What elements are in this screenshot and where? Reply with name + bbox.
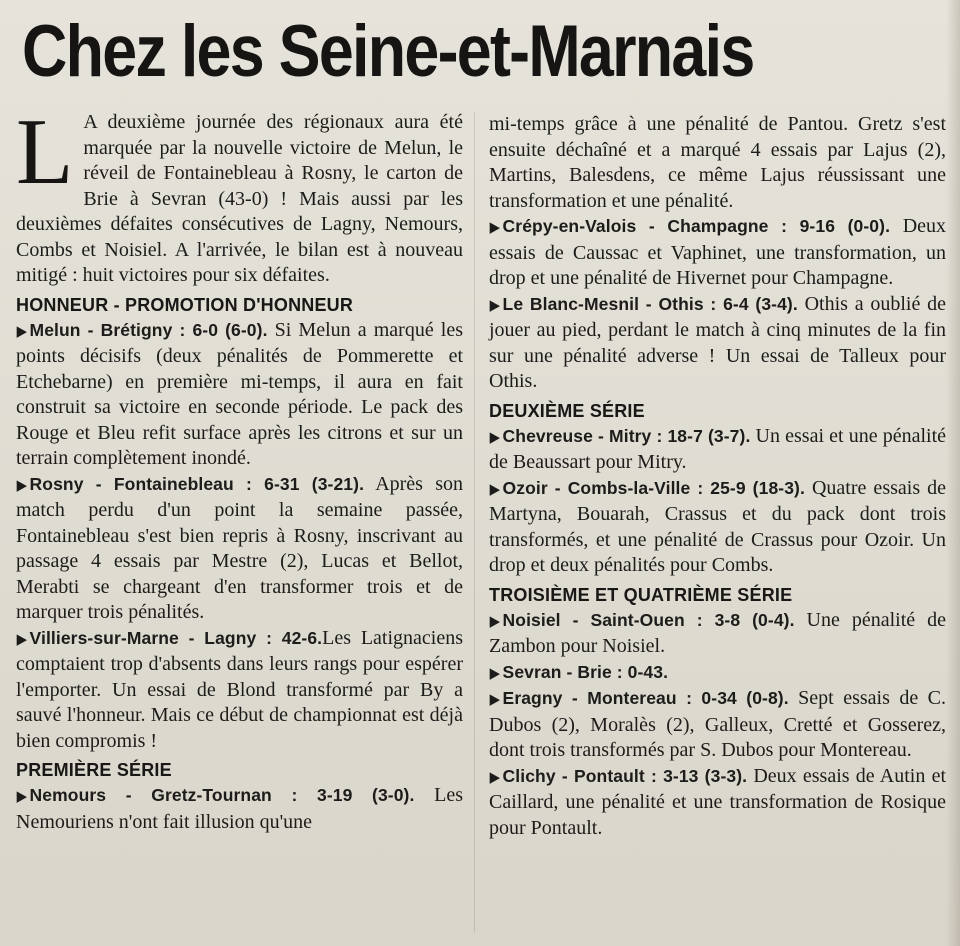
match-heading: Ozoir - Combs-la-Ville : 25-9 (18-3). bbox=[502, 477, 805, 498]
left-column bbox=[16, 100, 464, 835]
match-item bbox=[16, 783, 463, 835]
right-column bbox=[489, 112, 946, 841]
match-item bbox=[489, 476, 946, 579]
triangle-right-icon: ▶ bbox=[489, 218, 500, 236]
triangle-right-icon: ▶ bbox=[489, 611, 500, 630]
match-text: Sept essais de C. Dubos (2), Moralès (2), Galleux, Cretté et Gosserez, dont trois transformés par S. Dubos pour Montereau. bbox=[489, 687, 947, 761]
match-item bbox=[16, 626, 463, 755]
match-text: Deux essais de Caussac et Vaphinet, une transformation, un drop et une pénalité de Hivernet pour Champagne. bbox=[489, 215, 947, 289]
match-text: Après son match perdu d'un point la semaine passée, Fontainebleau s'est bien repris à Rosny, inscrivant au passage 4 essais par Mestre (2), Lucas et Bellot, Merabti se chargeant d'en transformer trois et de marquer trois pénalités. bbox=[16, 472, 463, 623]
match-heading: Sevran - Brie : 0-43. bbox=[502, 661, 669, 682]
match-heading: Noisiel - Saint-Ouen : 3-8 (0-4). bbox=[502, 609, 795, 630]
match-heading: Le Blanc-Mesnil - Othis : 6-4 (3-4). bbox=[502, 293, 798, 314]
triangle-right-icon: ▶ bbox=[489, 767, 500, 786]
dropcap: L bbox=[16, 100, 74, 204]
triangle-right-icon: ▶ bbox=[489, 663, 500, 682]
match-item bbox=[489, 660, 946, 687]
triangle-right-icon: ▶ bbox=[16, 321, 27, 340]
section-title: HONNEUR - PROMOTION D'HONNEUR bbox=[16, 294, 354, 315]
match-item bbox=[489, 292, 946, 395]
match-item bbox=[489, 764, 946, 842]
match-text: Les Latignaciens comptaient trop d'absents dans leurs rangs pour espérer l'emporter. Un essai de Blond transformé par By a sauvé l'honneur. Mais ce début de championnat est déjà bien compromis ! bbox=[16, 626, 464, 752]
page-edge bbox=[946, 0, 960, 946]
triangle-right-icon: ▶ bbox=[489, 295, 500, 314]
match-heading: Clichy - Pontault : 3-13 (3-3). bbox=[502, 765, 748, 786]
intro-text: A deuxième journée des régionaux aura été marquée par la nouvelle victoire de Melun, le réveil de Fontainebleau à Rosny, le carton de Brie à Sevran (43-0) ! Mais aussi par les deuxièmes défaites consécutives de Lagny, Nemours, Combs et Noisiel. A l'arrivée, le bilan est à nouveau mitigé : huit victoires pour six défaites. bbox=[16, 111, 463, 286]
section-title: TROISIÈME ET QUATRIÈME SÉRIE bbox=[489, 584, 793, 605]
triangle-right-icon: ▶ bbox=[489, 479, 500, 498]
match-heading: Eragny - Montereau : 0-34 (0-8). bbox=[502, 688, 789, 708]
triangle-right-icon: ▶ bbox=[16, 629, 27, 648]
match-heading: Villiers-sur-Marne - Lagny : 42-6. bbox=[29, 627, 323, 648]
match-item bbox=[489, 608, 946, 660]
match-text: Si Melun a marqué les points décisifs (deux pénalités de Pommerette et Etchebarne) en première mi-temps, il aura en fait construit sa victoire en seconde période. Le pack des Rouge et Bleu refit surface après les citrons et sur un terrain complètement inondé. bbox=[16, 318, 464, 469]
match-text-continued-left: Les Nemouriens n'ont fait illusion qu'une bbox=[16, 784, 464, 833]
headline: Chez les Seine-et-Marnais bbox=[22, 11, 754, 92]
match-heading: Chevreuse - Mitry : 18-7 (3-7). bbox=[502, 425, 751, 446]
match-text-continued-right: mi-temps grâce à une pénalité de Pantou. Gretz s'est ensuite déchaîné et a marqué 4 essais par Lajus (2), Martins, Balesdens, ce même Lajus réussissant une transformation et une pénalité. bbox=[489, 113, 946, 212]
match-item bbox=[16, 472, 463, 626]
match-item bbox=[489, 424, 946, 476]
triangle-right-icon: ▶ bbox=[16, 787, 27, 805]
triangle-right-icon: ▶ bbox=[489, 427, 500, 446]
match-text: Othis a oublié de jouer au pied, perdant le match à cinq minutes de la fin sur une pénalité adverse ! Un essai de Talleux pour Othis. bbox=[489, 292, 946, 392]
match-text: Un essai et une pénalité de Beaussart pour Mitry. bbox=[489, 424, 947, 473]
match-text: Quatre essais de Martyna, Bouarah, Crassus et du pack dont trois transformés, et une pénalité de Crassus pour Ozoir. Un drop et deux pénalités pour Combs. bbox=[489, 476, 947, 576]
match-item bbox=[16, 318, 463, 472]
match-text: Une pénalité de Zambon pour Noisiel. bbox=[489, 608, 946, 657]
match-heading: Crépy-en-Valois - Champagne : 9-16 (0-0). bbox=[502, 216, 891, 236]
match-heading: Nemours - Gretz-Tournan : 3-19 (3-0). bbox=[29, 785, 415, 805]
section-title: PREMIÈRE SÉRIE bbox=[16, 760, 172, 780]
triangle-right-icon: ▶ bbox=[16, 475, 27, 494]
match-item bbox=[489, 686, 946, 764]
match-item bbox=[489, 214, 946, 292]
column-divider bbox=[474, 112, 475, 932]
section-title: DEUXIÈME SÉRIE bbox=[489, 400, 645, 421]
match-text: Deux essais de Autin et Caillard, une pénalité et une transformation de Rosique pour Pontault. bbox=[489, 764, 947, 839]
triangle-right-icon: ▶ bbox=[489, 690, 500, 708]
match-heading: Melun - Brétigny : 6-0 (6-0). bbox=[29, 319, 268, 340]
intro-paragraph bbox=[16, 100, 463, 289]
match-heading: Rosny - Fontainebleau : 6-31 (3-21). bbox=[29, 473, 365, 494]
